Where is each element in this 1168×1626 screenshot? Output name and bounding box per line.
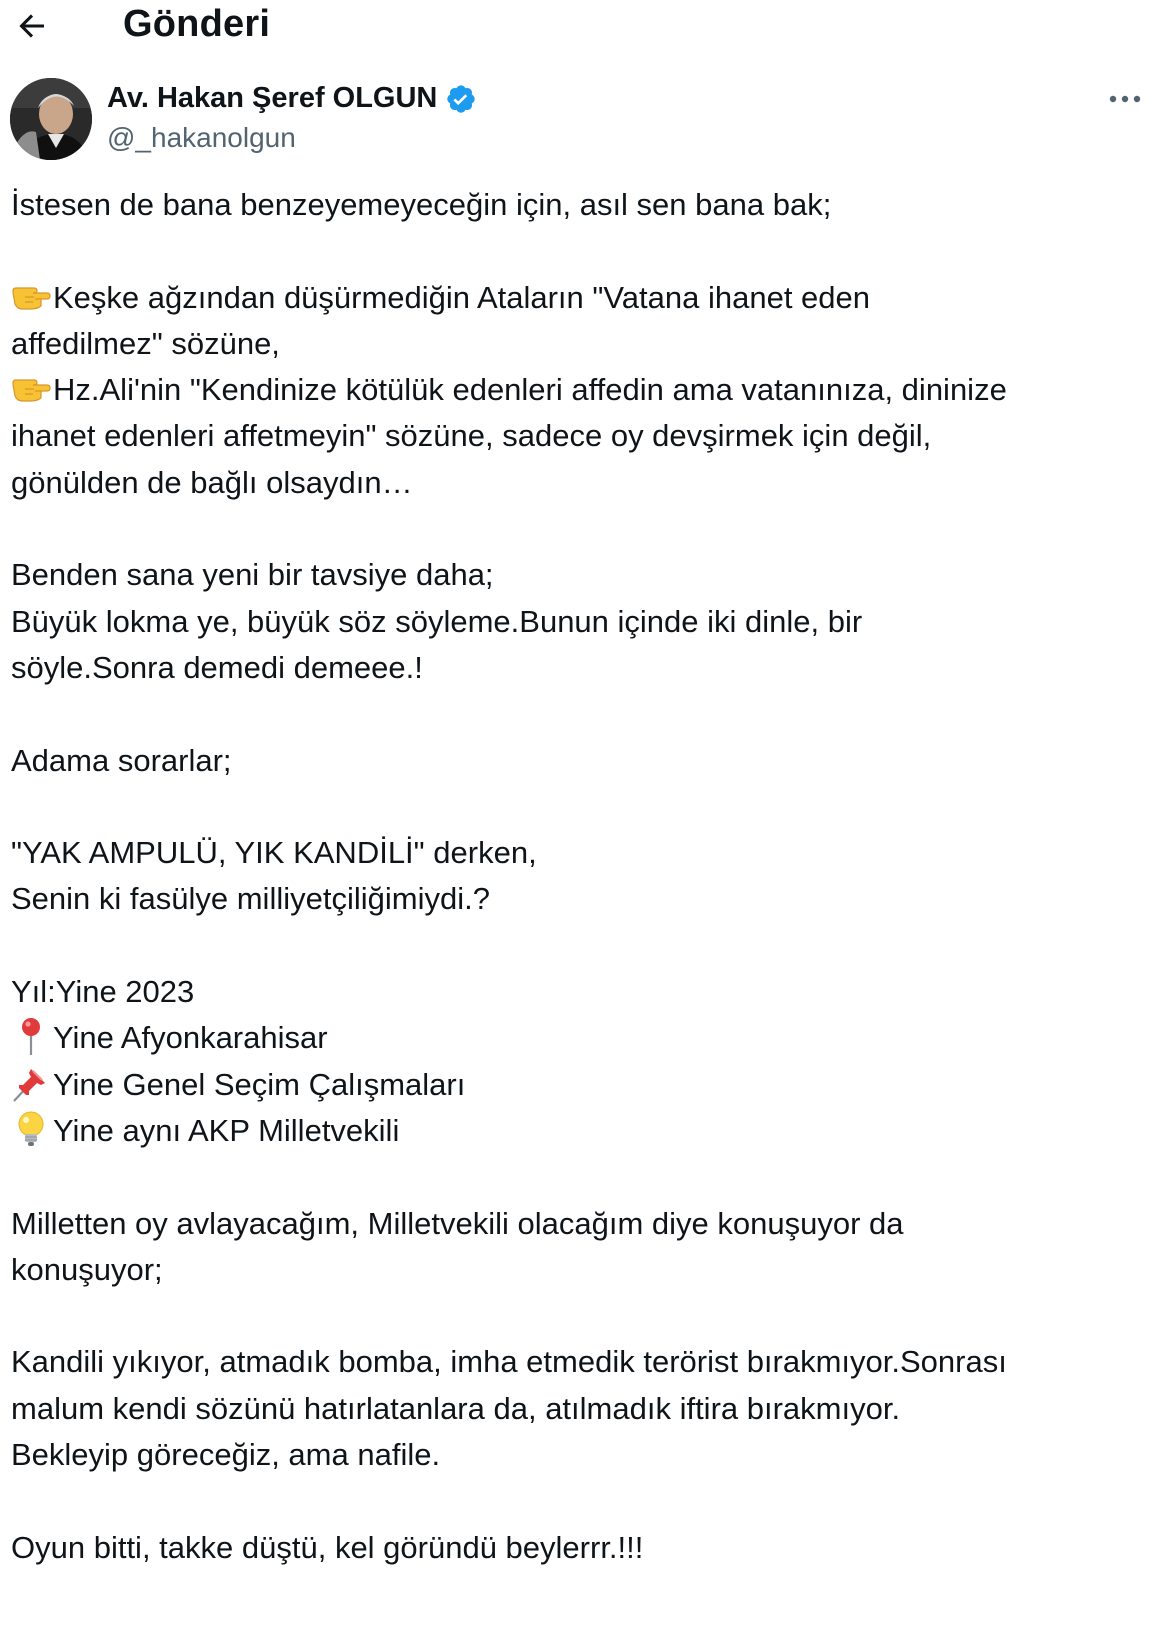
tweet-line-text: Benden sana yeni bir tavsiye daha; — [11, 557, 494, 593]
tweet-line-text: Yıl:Yine 2023 — [11, 974, 195, 1010]
light-bulb-icon — [11, 1109, 51, 1149]
tweet-line-text: Yine Genel Seçim Çalışmaları — [53, 1066, 466, 1102]
tweet-line — [11, 552, 1151, 598]
tweet-line — [11, 738, 1151, 784]
tweet-line — [11, 1015, 1151, 1061]
verified-badge-icon — [445, 83, 477, 115]
page-title: Gönderi — [123, 3, 271, 45]
tweet-line — [11, 182, 1151, 228]
tweet-line — [11, 367, 1151, 413]
tweet-line — [11, 413, 1151, 459]
round-pin-icon — [11, 1016, 51, 1056]
tweet-line-text: ihanet edenleri affetmeyin" sözüne, sadece oy devşirmek için değil, — [11, 418, 932, 454]
tweet-line — [11, 1339, 1151, 1385]
author-name-row[interactable] — [107, 82, 477, 115]
pushpin-icon — [11, 1063, 51, 1103]
tweet-line-text: Hz.Ali'nin "Kendinize kötülük edenleri affedin ama vatanınıza, dininize — [53, 372, 1007, 408]
tweet-line — [11, 228, 1151, 274]
tweet-line — [11, 1293, 1151, 1339]
author-display-name: Av. Hakan Şeref OLGUN — [107, 82, 438, 114]
tweet-line — [11, 1525, 1151, 1571]
tweet-line — [11, 969, 1151, 1015]
arrow-left-icon — [14, 8, 50, 44]
tweet-line — [11, 1432, 1151, 1478]
tweet-line — [11, 1478, 1151, 1524]
tweet-line — [11, 830, 1151, 876]
tweet-line-text: Oyun bitti, takke düştü, kel göründü beylerrr.!!! — [11, 1529, 644, 1565]
tweet-line — [11, 321, 1151, 367]
tweet-line-text: konuşuyor; — [11, 1251, 163, 1287]
tweet-line-text: Adama sorarlar; — [11, 742, 232, 778]
tweet-line — [11, 1154, 1151, 1200]
tweet-line — [11, 1201, 1151, 1247]
tweet-line-text: Milletten oy avlayacağım, Milletvekili olacağım diye konuşuyor da — [11, 1205, 904, 1241]
tweet-line-text: Senin ki fasülye milliyetçiliğimiydi.? — [11, 881, 490, 917]
tweet-line — [11, 460, 1151, 506]
tweet-line — [11, 691, 1151, 737]
tweet-line — [11, 645, 1151, 691]
tweet-line — [11, 599, 1151, 645]
tweet-line-text: malum kendi sözünü hatırlatanlara da, atılmadık iftira bırakmıyor. — [11, 1390, 901, 1426]
tweet-line — [11, 784, 1151, 830]
tweet-line — [11, 923, 1151, 969]
tweet-line-text: İstesen de bana benzeyemeyeceğin için, asıl sen bana bak; — [11, 187, 832, 222]
tweet-line — [11, 275, 1151, 321]
tweet-line-text: Kandili yıkıyor, atmadık bomba, imha etmedik terörist bırakmıyor.Sonrası — [11, 1344, 1007, 1380]
tweet-line-text: Yine aynı AKP Milletvekili — [53, 1112, 400, 1148]
avatar[interactable] — [10, 78, 92, 160]
tweet-line-text: "YAK AMPULÜ, YIK KANDİLİ" derken, — [11, 835, 537, 871]
tweet-line — [11, 876, 1151, 922]
tweet-line — [11, 1108, 1151, 1154]
tweet-line-text: affedilmez" sözüne, — [11, 325, 280, 361]
pointing-hand-icon — [11, 276, 51, 316]
tweet-line — [11, 1247, 1151, 1293]
tweet-line-text: söyle.Sonra demedi demeee.! — [11, 649, 423, 685]
back-button[interactable] — [12, 6, 52, 46]
tweet-line — [11, 1386, 1151, 1432]
author-handle[interactable]: @_hakanolgun — [107, 122, 296, 153]
tweet-text — [11, 182, 1151, 1571]
tweet-author — [10, 78, 1158, 162]
tweet-line — [11, 1062, 1151, 1108]
tweet-line — [11, 506, 1151, 552]
tweet-line-text: Yine Afyonkarahisar — [53, 1020, 328, 1056]
top-bar — [0, 0, 1168, 52]
tweet-line-text: Bekleyip göreceğiz, ama nafile. — [11, 1437, 441, 1473]
more-dots-icon — [1108, 94, 1142, 104]
tweet-line-text: Büyük lokma ye, büyük söz söyleme.Bunun içinde iki dinle, bir — [11, 603, 863, 639]
more-options-button[interactable] — [1102, 84, 1148, 114]
tweet-line-text: Keşke ağzından düşürmediğin Ataların "Vatana ihanet eden — [53, 279, 871, 315]
pointing-hand-icon — [11, 368, 51, 408]
tweet-line-text: gönülden de bağlı olsaydın… — [11, 464, 413, 500]
